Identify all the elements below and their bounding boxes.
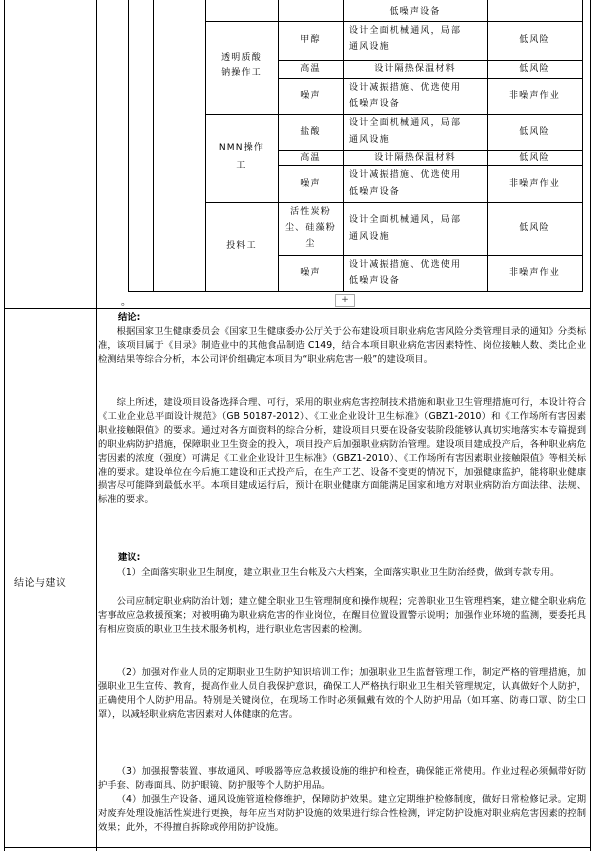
hazard-cell-line: 活性炭粉 — [290, 207, 331, 217]
role-cell-line: 透明质酸 — [221, 53, 262, 63]
role-cell-line: 钠操作工 — [221, 68, 262, 78]
paragraph-mark: 。 — [121, 297, 131, 308]
section-divider — [4, 308, 591, 309]
risk-cell: 低风险 — [519, 153, 550, 163]
table-hline — [205, 114, 583, 115]
table-hline — [128, 291, 583, 292]
suggestion-2: （2）加强对作业人员的定期职业卫生防护知识培训工作；加强职业卫生监督管理工作，制定严格的管理措施，加强职业卫生宣传、教育，提高作业人员自我保护意识，确保工人严格执行职业卫生相关管理规定，认真做好个人防护，正确使用个人防护用品。特别是关键岗位，在现场工作时必须佩戴有效的个人防护用品（如耳塞、防毒口罩、防尘口罩），以减轻职业病危害因素对人体健康的危害。 — [98, 667, 586, 720]
measure-cell: 低噪声设备 — [349, 187, 401, 197]
section-label: 结论与建议 — [14, 578, 67, 589]
risk-cell: 低风险 — [519, 223, 550, 233]
hazard-cell: 高温 — [300, 64, 321, 74]
role-cell-line: 工 — [236, 161, 247, 171]
measure-cell: 低噪声设备 — [349, 99, 401, 109]
measure-cell: 低噪声设备 — [389, 7, 441, 17]
hazard-cell: 甲醇 — [300, 35, 321, 45]
hazard-cell-line: 尘 — [305, 239, 316, 249]
measure-cell: 通风设施 — [349, 135, 390, 145]
hazard-cell: 噪声 — [300, 91, 321, 101]
table-vline — [153, 0, 154, 292]
conclusion-paragraph-1: 根据国家卫生健康委员会《国家卫生健康委办公厅关于公布建设项目职业病危害风险分类管理目录的通知》分类标准，该项目属于《目录》制造业中的其他食品制造 C149，结合本项目职业病危害因素特性、岗位接触人数、类比企业检测结果等综合分析，本公司评价组确定本项目为“职业病危害一般”的建设项目。 — [98, 326, 586, 365]
measure-cell: 设计减振措施、优选使用 — [349, 260, 462, 270]
table-hline — [205, 21, 583, 22]
table-hline — [278, 165, 583, 166]
risk-cell: 非噪声作业 — [508, 268, 560, 278]
measure-cell: 设计全面机械通风，局部 — [349, 118, 462, 128]
table-vline — [582, 0, 583, 292]
risk-cell: 非噪声作业 — [508, 91, 560, 101]
measure-cell: 设计全面机械通风，局部 — [349, 26, 462, 36]
conclusion-paragraph-2: 综上所述，建设项目设备选择合理、可行，采用的职业病危害控制技术措施和职业卫生管理措施可行，本设计符合《工业企业总平面设计规范》（GB 50187-2012）、《工业企业设计卫生标准》（GBZ1-2010）和《工作场所有害因素职业接触限值》的要求。通过对各方面资料的综合分析，建设项目只要在设备安装阶段能够认真切实地落实本专篇提到的职业病防护措施，保障职业卫生资金的投入，项目投产后加强职业病防治管理。建设项目建成投产后，各种职业病危害因素的浓度（强度）可满足《工业企业设计卫生标准》（GBZ1-2010）、《工作场所有害因素职业接触限值》等相关标准的要求。建设单位在今后施工建设和正式投产后，在生产工艺、设备不变更的情况下，加强健康监护，能将职业健康损害尽可能降到最低水平。本项目建成运行后，预计在职业健康方面能满足国家和地方对职业病防治方面法律、法规、标准的要求。 — [98, 397, 586, 506]
table-hline — [278, 150, 583, 151]
table-hline — [278, 78, 583, 79]
measure-cell: 设计全面机械通风，局部 — [349, 215, 462, 225]
risk-cell: 低风险 — [519, 64, 550, 74]
hazard-cell: 高温 — [300, 153, 321, 163]
measure-cell: 设计减振措施、优选使用 — [349, 170, 462, 180]
outer-left-border — [4, 0, 5, 851]
measure-cell: 设计减振措施、优选使用 — [349, 83, 462, 93]
conclusion-heading: 结论: — [118, 312, 141, 323]
table-hline — [278, 255, 583, 256]
hazard-cell-line: 尘、硅藻粉 — [284, 223, 336, 233]
role-cell-line: 投料工 — [226, 241, 257, 251]
suggestion-heading: 建议: — [118, 552, 141, 563]
risk-cell: 非噪声作业 — [508, 179, 560, 189]
risk-cell: 低风险 — [519, 35, 550, 45]
suggestion-4: （4）加强生产设备、通风设施管道检修维护，保障防护效果。建立定期维护检修制度，做好日常检修记录。定期对废弃处理设施活性炭进行更换，每年应当对防护设施的效果进行综合性检测，评定防护设施对职业病危害因素的控制效果；此外，不得擅自拆除或停用防护设施。 — [98, 794, 586, 833]
measure-cell: 通风设施 — [349, 42, 390, 52]
label-column-divider — [96, 0, 97, 851]
outer-right-border — [590, 0, 591, 851]
add-row-button[interactable]: + — [335, 294, 355, 307]
measure-cell: 低噪声设备 — [349, 276, 401, 286]
measure-cell: 通风设施 — [349, 232, 390, 242]
table-hline — [205, 202, 583, 203]
hazard-cell: 噪声 — [300, 179, 321, 189]
table-hline — [278, 60, 583, 61]
role-cell-line: NMN操作 — [218, 143, 265, 153]
table-vline — [128, 0, 129, 292]
hazard-cell: 噪声 — [300, 268, 321, 278]
suggestion-3: （3）加强报警装置、事故通风、呼吸器等应急救援设施的维护和检查，确保能正常使用。作业过程必须佩带好防护手套、防毒面具、防护眼镜、防护服等个人防护用品。 — [98, 766, 586, 791]
suggestion-1-detail: 公司应制定职业病防治计划；建立健全职业卫生管理制度和操作规程；完善职业卫生管理档案，建立健全职业病危害事故应急救援预案；对被明确为职业病危害的作业岗位，在醒目位置设置警示说明；加强作业环境的监测，要委托具有相应资质的职业卫生技术服务机构，进行职业危害因素的检测。 — [98, 596, 586, 635]
risk-cell: 低风险 — [519, 127, 550, 137]
measure-cell: 设计隔热保温材料 — [374, 153, 456, 163]
measure-cell: 设计隔热保温材料 — [374, 64, 456, 74]
hazard-cell: 盐酸 — [300, 127, 321, 137]
suggestion-1: （1）全面落实职业卫生制度，建立职业卫生台帐及六大档案，全面落实职业卫生防治经费，做到专款专用。 — [116, 567, 560, 578]
bottom-border — [4, 847, 591, 848]
